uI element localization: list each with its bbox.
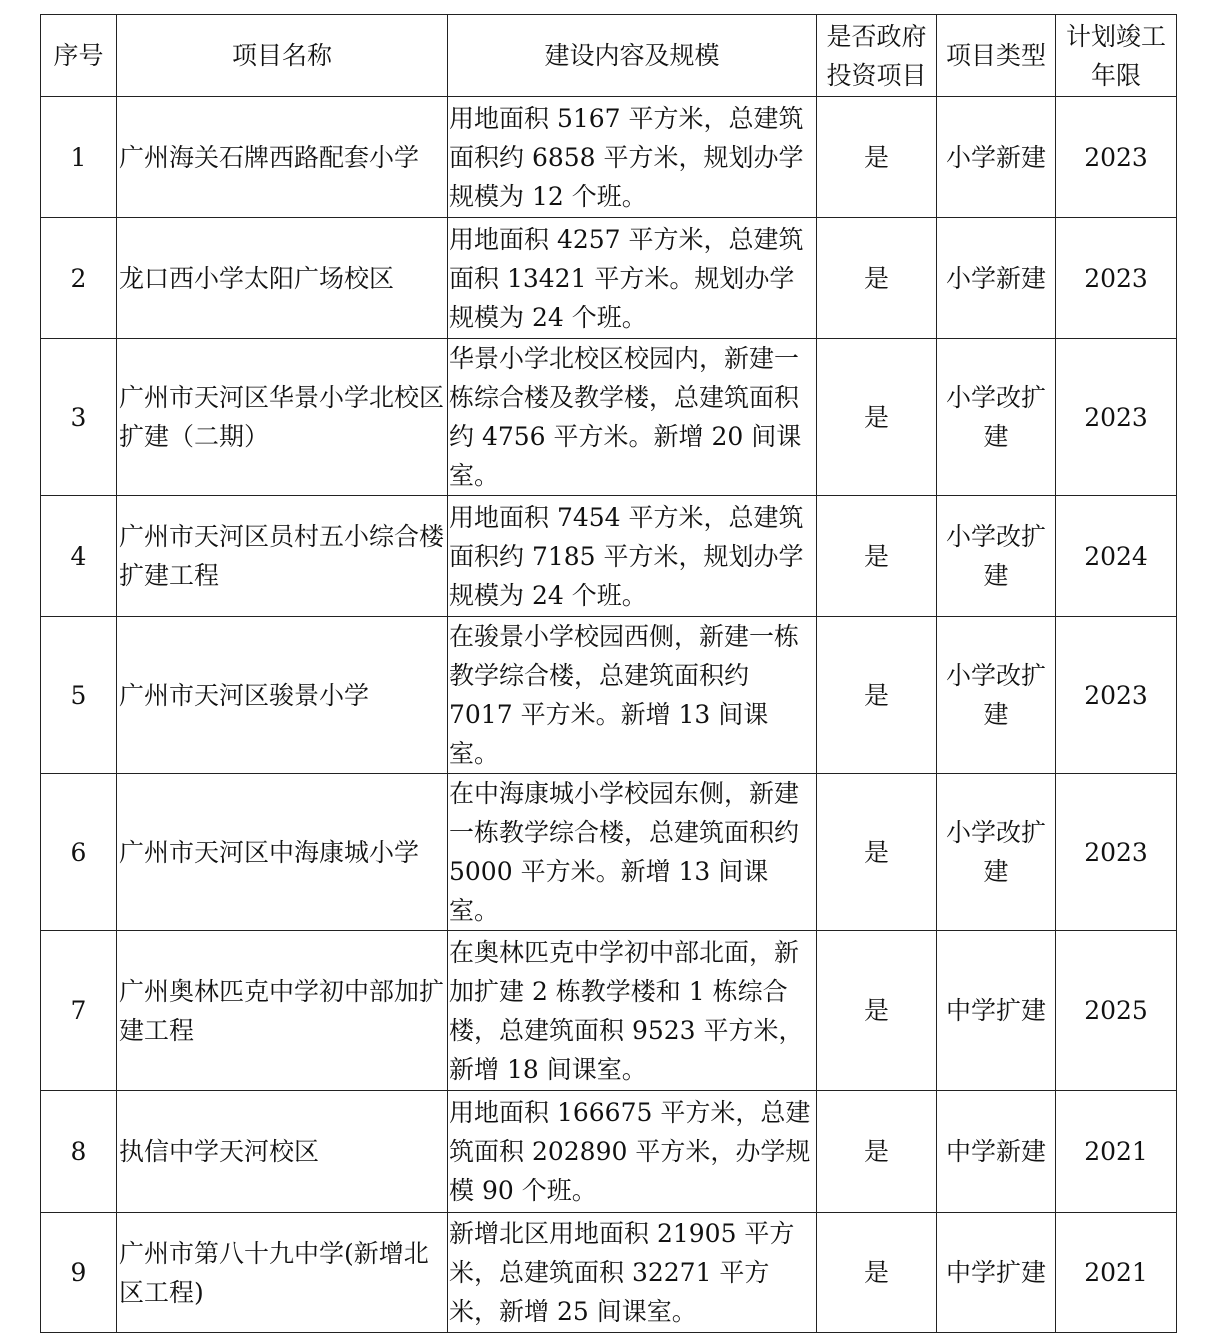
header-year: 计划竣工年限 [1056, 15, 1177, 97]
row-gov: 是 [817, 617, 937, 774]
table-row [41, 496, 1177, 617]
row-name: 广州海关石牌西路配套小学 [117, 97, 448, 218]
row-name: 广州市天河区华景小学北校区扩建（二期） [117, 339, 448, 496]
row-no: 3 [41, 339, 117, 496]
table-row [41, 1091, 1177, 1213]
row-type: 中学扩建 [937, 1213, 1056, 1333]
row-name: 广州市天河区骏景小学 [117, 617, 448, 774]
header-type: 项目类型 [937, 15, 1056, 97]
row-type: 小学新建 [937, 97, 1056, 218]
header-row [41, 15, 1177, 97]
row-content: 华景小学北校区校园内，新建一栋综合楼及教学楼，总建筑面积约 4756 平方米。新增 20 间课室。 [448, 339, 817, 496]
row-content: 新增北区用地面积 21905 平方米，总建筑面积 32271 平方米，新增 25 间课室。 [448, 1213, 817, 1333]
row-year: 2023 [1056, 774, 1177, 931]
row-type: 小学改扩建 [937, 774, 1056, 931]
row-gov: 是 [817, 774, 937, 931]
row-year: 2023 [1056, 617, 1177, 774]
row-name: 广州市第八十九中学(新增北区工程) [117, 1213, 448, 1333]
row-gov: 是 [817, 1213, 937, 1333]
row-year: 2021 [1056, 1213, 1177, 1333]
row-content: 在奥林匹克中学初中部北面，新加扩建 2 栋教学楼和 1 栋综合楼，总建筑面积 9523 平方米，新增 18 间课室。 [448, 931, 817, 1091]
header-name: 项目名称 [117, 15, 448, 97]
table-row [41, 1213, 1177, 1333]
row-year: 2025 [1056, 931, 1177, 1091]
row-type: 中学新建 [937, 1091, 1056, 1213]
row-type: 中学扩建 [937, 931, 1056, 1091]
row-content: 用地面积 166675 平方米，总建筑面积 202890 平方米，办学规模 90 个班。 [448, 1091, 817, 1213]
header-gov: 是否政府投资项目 [817, 15, 937, 97]
table-row [41, 97, 1177, 218]
row-no: 7 [41, 931, 117, 1091]
row-name: 广州市天河区中海康城小学 [117, 774, 448, 931]
row-gov: 是 [817, 339, 937, 496]
row-no: 1 [41, 97, 117, 218]
table-row [41, 931, 1177, 1091]
header-content: 建设内容及规模 [448, 15, 817, 97]
row-gov: 是 [817, 97, 937, 218]
row-type: 小学新建 [937, 218, 1056, 339]
row-type: 小学改扩建 [937, 339, 1056, 496]
row-type: 小学改扩建 [937, 496, 1056, 617]
table-row [41, 617, 1177, 774]
row-content: 在中海康城小学校园东侧，新建一栋教学综合楼，总建筑面积约 5000 平方米。新增 13 间课室。 [448, 774, 817, 931]
row-content: 用地面积 5167 平方米，总建筑面积约 6858 平方米，规划办学规模为 12 个班。 [448, 97, 817, 218]
row-content: 用地面积 7454 平方米，总建筑面积约 7185 平方米，规划办学规模为 24 个班。 [448, 496, 817, 617]
row-year: 2021 [1056, 1091, 1177, 1213]
row-no: 6 [41, 774, 117, 931]
row-no: 2 [41, 218, 117, 339]
table-row [41, 218, 1177, 339]
row-name: 广州市天河区员村五小综合楼扩建工程 [117, 496, 448, 617]
row-name: 执信中学天河校区 [117, 1091, 448, 1213]
row-no: 4 [41, 496, 117, 617]
row-gov: 是 [817, 218, 937, 339]
row-type: 小学改扩建 [937, 617, 1056, 774]
row-no: 9 [41, 1213, 117, 1333]
row-name: 广州奥林匹克中学初中部加扩建工程 [117, 931, 448, 1091]
row-gov: 是 [817, 496, 937, 617]
row-year: 2023 [1056, 97, 1177, 218]
projects-table [40, 14, 1177, 1333]
row-no: 5 [41, 617, 117, 774]
row-year: 2023 [1056, 339, 1177, 496]
row-gov: 是 [817, 1091, 937, 1213]
row-content: 用地面积 4257 平方米，总建筑面积 13421 平方米。规划办学规模为 24 个班。 [448, 218, 817, 339]
row-gov: 是 [817, 931, 937, 1091]
row-year: 2024 [1056, 496, 1177, 617]
header-no: 序号 [41, 15, 117, 97]
row-content: 在骏景小学校园西侧，新建一栋教学综合楼，总建筑面积约 7017 平方米。新增 13 间课室。 [448, 617, 817, 774]
table-row [41, 774, 1177, 931]
row-no: 8 [41, 1091, 117, 1213]
row-year: 2023 [1056, 218, 1177, 339]
row-name: 龙口西小学太阳广场校区 [117, 218, 448, 339]
table-row [41, 339, 1177, 496]
